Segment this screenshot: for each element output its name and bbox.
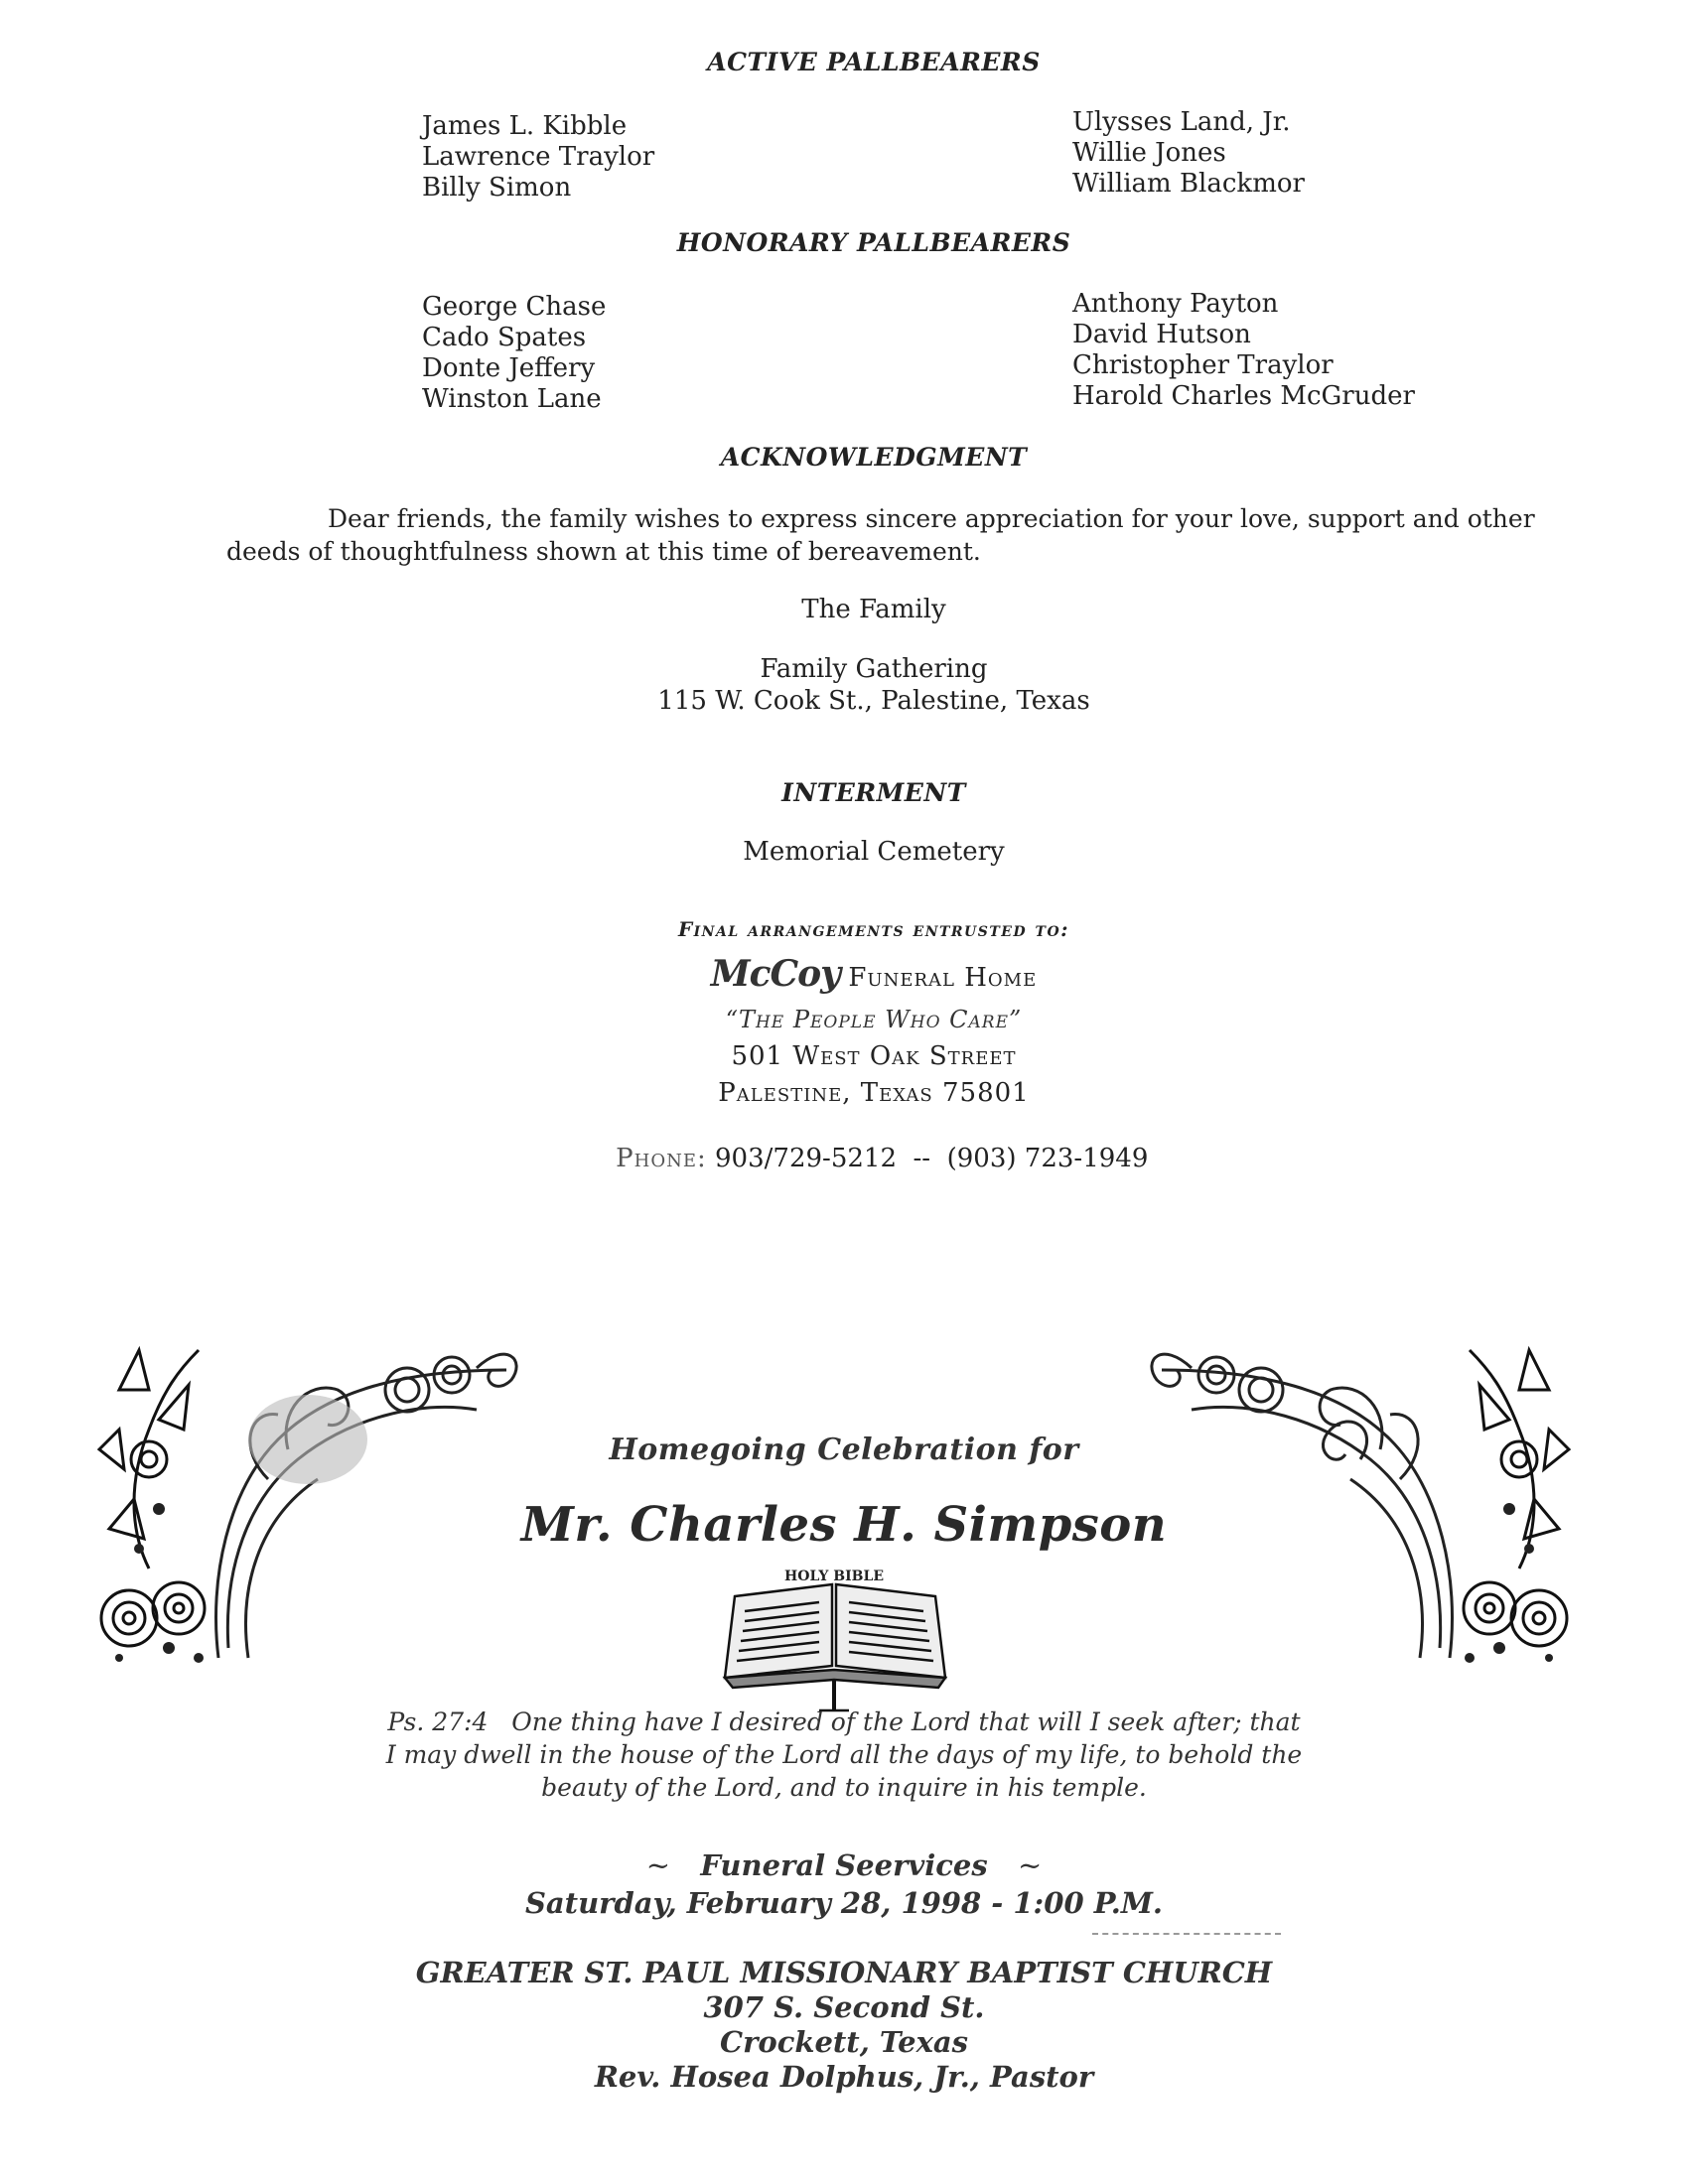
pastor: Rev. Hosea Dolphus, Jr., Pastor (594, 2060, 1094, 2094)
active-pallbearers-right (1072, 107, 1305, 200)
church-street: 307 S. Second St. (703, 1990, 985, 2024)
list-item: Lawrence Traylor (422, 142, 655, 172)
list-item: Anthony Payton (1072, 289, 1279, 319)
funeral-home-tagline: “The People Who Care” (725, 1006, 1023, 1033)
acknowledgment-line-2: deeds of thoughtfulness shown at this time of bereavement. (226, 537, 981, 566)
list-item: Willie Jones (1072, 138, 1226, 168)
service-title: Funeral Seervices (700, 1848, 988, 1882)
service-title-line (0, 1848, 1688, 1882)
active-pallbearers-heading: ACTIVE PALLBEARERS (707, 48, 1041, 76)
list-item: Donte Jeffery (422, 353, 596, 383)
list-item: William Blackmor (1072, 169, 1305, 199)
mccoy-logo-script: McCoy (710, 953, 841, 995)
list-item: Harold Charles McGruder (1072, 381, 1415, 411)
tilde-left: ~ (645, 1848, 671, 1882)
list-item: Christopher Traylor (1072, 350, 1334, 380)
phone-label: Phone: (616, 1144, 707, 1173)
family-gathering-address: 115 W. Cook St., Palestine, Texas (657, 686, 1090, 716)
service-date: Saturday, February 28, 1998 - 1:00 P.M. (524, 1886, 1164, 1920)
open-bible-icon (715, 1567, 953, 1715)
acknowledgment-heading: ACKNOWLEDGMENT (720, 443, 1028, 472)
funeral-home-phone (0, 1114, 1688, 1173)
honorary-pallbearers-right (1072, 289, 1415, 412)
verse-text-1: One thing have I desired of the Lord that will I seek after; that (511, 1707, 1301, 1736)
honorary-pallbearers-left (422, 292, 606, 415)
honorary-pallbearers-heading: HONORARY PALLBEARERS (676, 228, 1071, 257)
family-gathering-label: Family Gathering (760, 654, 988, 684)
homegoing-subtitle: Homegoing Celebration for (609, 1433, 1079, 1467)
acknowledgment-line-1: Dear friends, the family wishes to express sincere appreciation for your love, support and other (328, 504, 1535, 533)
verse-reference: Ps. 27:4 (387, 1707, 489, 1736)
verse-line-1 (0, 1706, 1688, 1738)
verse-line-3: beauty of the Lord, and to inquire in his temple. (541, 1773, 1147, 1802)
phone-numbers: 903/729-5212 -- (903) 723-1949 (715, 1144, 1149, 1173)
interment-location: Memorial Cemetery (743, 837, 1005, 867)
list-item: James L. Kibble (422, 111, 628, 141)
tilde-right: ~ (1017, 1848, 1043, 1882)
church-name: GREATER ST. PAUL MISSIONARY BAPTIST CHURCH (415, 1956, 1273, 1989)
list-item: Winston Lane (422, 384, 602, 414)
deceased-name: Mr. Charles H. Simpson (520, 1497, 1168, 1553)
funeral-home-city: Palestine, Texas 75801 (718, 1078, 1030, 1108)
divider (1092, 1933, 1281, 1935)
funeral-home-street: 501 West Oak Street (731, 1041, 1017, 1071)
list-item: Ulysses Land, Jr. (1072, 107, 1291, 137)
list-item: Cado Spates (422, 323, 587, 352)
interment-heading: INTERMENT (781, 778, 966, 807)
verse-line-2: I may dwell in the house of the Lord all the days of my life, to behold the (385, 1740, 1303, 1769)
funeral-home-name-line (0, 953, 1688, 995)
list-item: George Chase (422, 292, 607, 322)
active-pallbearers-left (422, 111, 654, 204)
funeral-home-name: Funeral Home (848, 963, 1038, 993)
family-signature: The Family (801, 595, 946, 624)
entrusted-label: Final arrangements entrusted to: (677, 917, 1070, 941)
church-city: Crockett, Texas (720, 2025, 968, 2059)
list-item: David Hutson (1072, 320, 1251, 349)
bible-title: HOLY BIBLE (784, 1569, 884, 1584)
list-item: Billy Simon (422, 173, 572, 203)
